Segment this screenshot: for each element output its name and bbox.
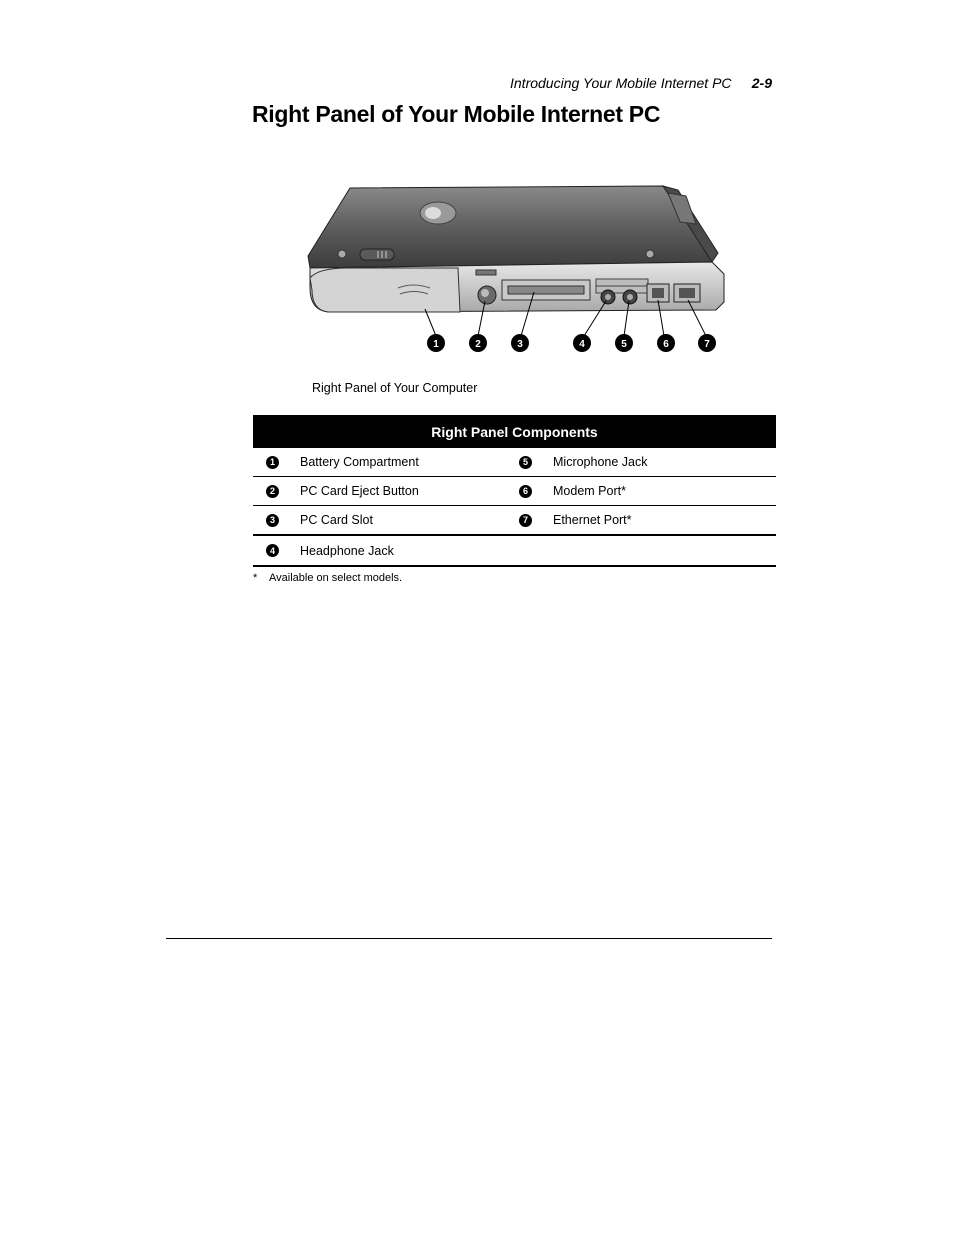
component-label: PC Card Slot xyxy=(300,513,373,527)
item-number-badge: 1 xyxy=(266,456,279,469)
laptop-right-panel-illustration xyxy=(288,178,743,360)
item-number-badge: 6 xyxy=(519,485,532,498)
running-header xyxy=(510,75,772,91)
callout-7 xyxy=(698,334,716,352)
callout-label: 5 xyxy=(621,339,627,350)
page-title: Right Panel of Your Mobile Internet PC xyxy=(252,101,661,127)
components-table xyxy=(253,415,776,567)
callout-4 xyxy=(573,334,591,352)
callout-label: 7 xyxy=(704,339,710,350)
table-row xyxy=(253,477,776,506)
callout-6 xyxy=(657,334,675,352)
item-number-badge: 4 xyxy=(266,544,279,557)
component-label: Modem Port* xyxy=(553,484,626,498)
section-title: Introducing Your Mobile Internet PC xyxy=(510,75,732,91)
table-row xyxy=(253,506,776,535)
component-label: PC Card Eject Button xyxy=(300,484,419,498)
callout-3 xyxy=(511,334,529,352)
callout-label: 3 xyxy=(517,339,523,350)
component-label: Battery Compartment xyxy=(300,455,419,469)
item-number-badge: 7 xyxy=(519,514,532,527)
callout-label: 6 xyxy=(663,339,669,350)
footnote xyxy=(253,572,402,584)
component-label: Headphone Jack xyxy=(300,543,394,558)
callout-label: 1 xyxy=(433,339,439,350)
item-number-badge: 3 xyxy=(266,514,279,527)
laptop-drawing xyxy=(288,178,743,360)
component-label: Ethernet Port* xyxy=(553,513,632,527)
figure-caption: Right Panel of Your Computer xyxy=(312,381,478,395)
component-label: Microphone Jack xyxy=(553,455,648,469)
callout-2 xyxy=(469,334,487,352)
callout-1 xyxy=(427,334,445,352)
footnote-text: Available on select models. xyxy=(269,572,403,584)
page-number: 2-9 xyxy=(751,75,772,91)
callout-label: 4 xyxy=(579,339,585,350)
item-number-badge: 2 xyxy=(266,485,279,498)
table-row xyxy=(253,448,776,477)
table-row xyxy=(253,535,776,567)
callout-label: 2 xyxy=(475,339,481,350)
footnote-marker: * xyxy=(253,572,258,584)
table-heading: Right Panel Components xyxy=(253,415,776,448)
bottom-divider xyxy=(166,938,772,939)
item-number-badge: 5 xyxy=(519,456,532,469)
callout-5 xyxy=(615,334,633,352)
